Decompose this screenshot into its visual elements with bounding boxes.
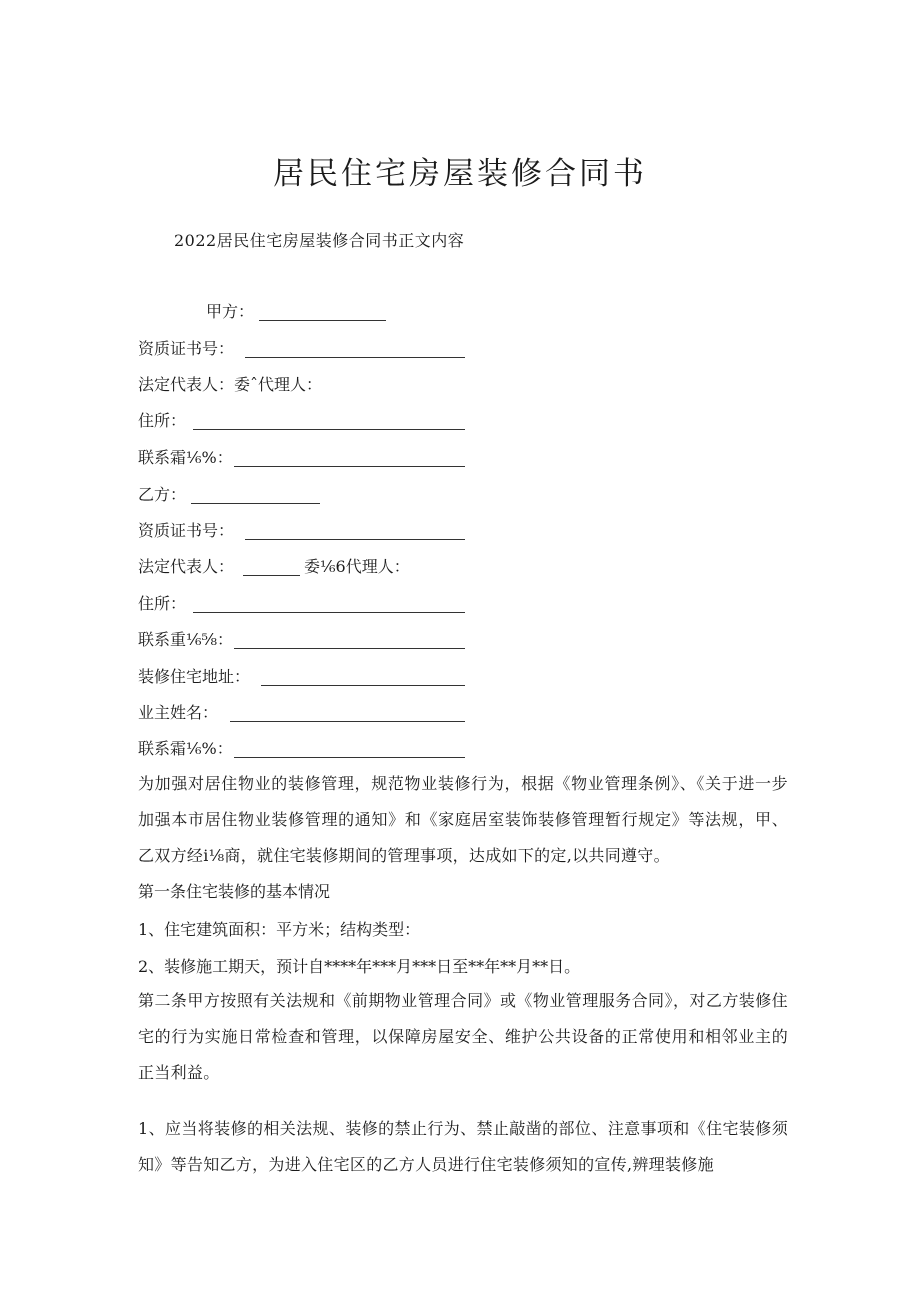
- party-b-rep-blank: [243, 575, 300, 576]
- party-a-cert-field: [138, 337, 234, 361]
- article-1-item-2: 2、装修施工期天，预计自****年***月***日至**年**月**日。: [138, 957, 581, 976]
- party-b-blank: [191, 503, 320, 504]
- party-b-label: 乙方：: [138, 485, 187, 504]
- party-b-cert-field: [138, 519, 234, 543]
- article-2-paragraph: 第二条甲方按照有关法规和《前期物业管理合同》或《物业管理服务合同》，对乙方装修住宅的行为实施日常检查和管理，以保障房屋安全、维护公共设备的正常使用和相邻业主的正当利益。: [138, 991, 788, 1082]
- party-b-address-field: [138, 592, 186, 616]
- document-subtitle: 2022居民住宅房屋装修合同书正文内容: [174, 231, 465, 250]
- party-b-rep-field: [138, 555, 410, 579]
- decoration-address-label: 装修住宅地址：: [138, 667, 251, 686]
- party-b-cert-blank: [245, 539, 465, 540]
- party-b-rep-label: 法定代表人：: [138, 557, 235, 576]
- article-2-item-1: 1、应当将装修的相关法规、装修的禁止行为、禁止敲凿的部位、注意事项和《住宅装修须知》等告知乙方，为进入住宅区的乙方人员进行住宅装修须知的宣传,辨理装修施: [138, 1119, 788, 1174]
- article-1-item-1: 1、住宅建筑面积：平方米；结构类型：: [138, 920, 421, 939]
- party-a-rep-field: [138, 373, 322, 397]
- decoration-address-blank: [261, 685, 465, 686]
- party-b-cert-label: 资质证书号：: [138, 521, 235, 540]
- party-b-agent-label: 委⅙6代理人：: [304, 557, 410, 576]
- party-b-contact-field: [138, 628, 233, 652]
- party-a-cert-label: 资质证书号：: [138, 339, 235, 358]
- owner-contact-blank: [234, 757, 465, 758]
- party-a-contact-label: 联系霜⅙%：: [138, 448, 233, 467]
- article-1-title: 第一条住宅装修的基本情况: [138, 882, 331, 901]
- party-b-address-label: 住所：: [138, 594, 187, 613]
- party-b-contact-label: 联系重⅙⅝：: [138, 630, 234, 649]
- party-a-blank: [259, 320, 386, 321]
- party-a-contact-field: [138, 446, 233, 470]
- party-a-field: [206, 300, 254, 324]
- preamble-paragraph: 为加强对居住物业的装修管理，规范物业装修行为，根据《物业管理条例》、《关于进一步加强本市居住物业装修管理的通知》和《家庭居室装饰装修管理暂行规定》等法规，甲、乙双方经i⅛商，就住宅装修期间的管理事项，达成如下的定,以共同遵守。: [138, 774, 788, 865]
- owner-contact-field: [138, 737, 233, 761]
- party-a-address-label: 住所：: [138, 411, 187, 430]
- party-a-cert-blank: [245, 357, 465, 358]
- party-b-contact-blank: [234, 648, 465, 649]
- document-title: 居民住宅房屋装修合同书: [273, 156, 647, 192]
- party-a-address-field: [138, 409, 186, 433]
- party-b-field: [138, 483, 186, 507]
- owner-name-blank: [230, 721, 465, 722]
- owner-name-label: 业主姓名：: [138, 703, 219, 722]
- party-b-address-blank: [193, 612, 465, 613]
- party-a-contact-blank: [234, 466, 465, 467]
- decoration-address-field: [138, 665, 250, 689]
- party-a-address-blank: [193, 429, 465, 430]
- party-a-rep-label: 法定代表人：委ˆ代理人：: [138, 375, 323, 394]
- owner-name-field: [138, 701, 218, 725]
- party-a-label: 甲方：: [206, 302, 255, 321]
- owner-contact-label: 联系霜⅙%：: [138, 739, 233, 758]
